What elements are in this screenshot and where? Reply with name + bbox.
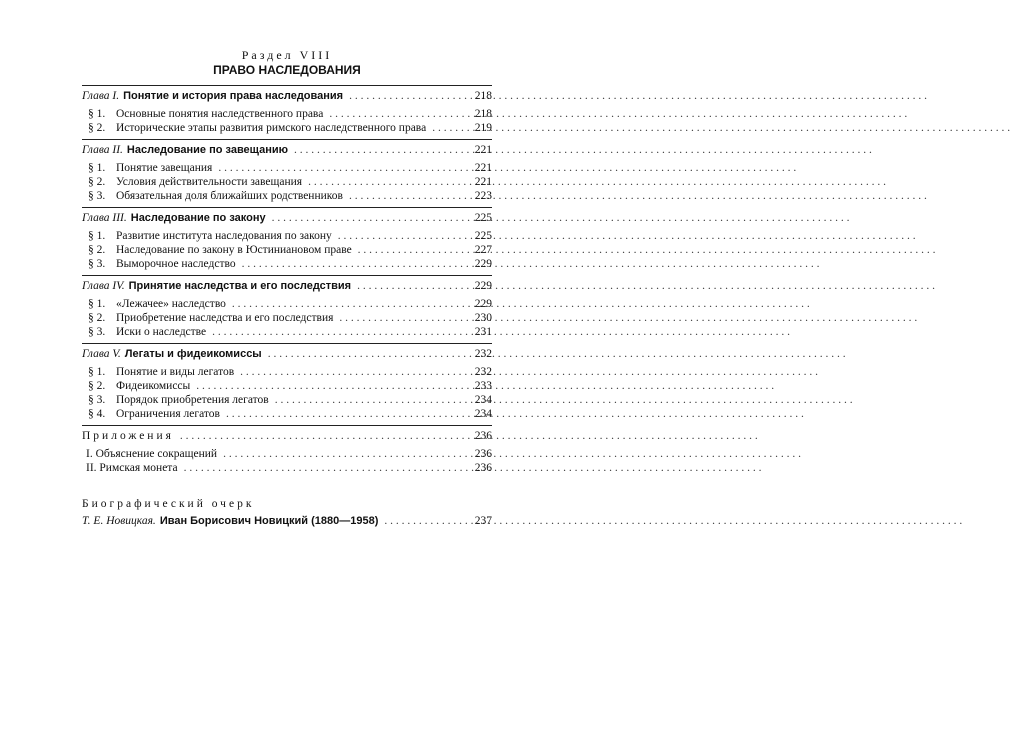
paragraph-title: Обязательная доля ближайших родственников [116,190,343,202]
paragraph-title: Наследование по закону в Юстиниановом праве [116,244,352,256]
chapter-title: Наследование по закону [130,212,266,224]
paragraph-title: Порядок приобретения легатов [116,394,269,406]
leader-dots [275,393,462,407]
paragraph-entry [82,229,492,243]
appendix-entry [82,447,492,461]
page-number: 223 [474,190,492,202]
page-number: 218 [474,90,492,102]
chapter-label: Глава I. [82,90,120,102]
leader-dots [349,189,462,203]
leader-dots [384,514,462,528]
leader-dots [242,257,462,271]
leader-dots [196,379,462,393]
paragraph-entry [82,257,492,271]
leader-dots [218,161,462,175]
paragraph-number: § 3. [88,258,106,270]
chapter-3 [82,208,492,275]
leader-dots [338,229,462,243]
biography [82,497,492,528]
page-number: 233 [474,380,492,392]
paragraph-entry [82,325,492,339]
page-number: 236 [474,430,492,442]
chapter-label: Глава III. [82,212,127,224]
page-number: 221 [474,162,492,174]
chapter-entry [82,279,492,293]
paragraph-number: § 3. [88,326,106,338]
paragraph-number: § 1. [88,108,106,120]
page-number: 229 [474,258,492,270]
leader-dots [349,89,462,103]
leader-dots [358,243,462,257]
chapter-title: Понятие и история права наследования [123,90,344,102]
table-of-contents [82,48,492,528]
appendix-entry [82,461,492,475]
chapter-2 [82,140,492,207]
paragraph-entry [82,393,492,407]
paragraph-title: Приобретение наследства и его последствия [116,312,334,324]
appendix-title: II. Римская монета [86,462,178,474]
leader-dots [212,325,462,339]
paragraph-entry [82,107,492,121]
leader-dots [184,461,462,475]
paragraph-entry [82,243,492,257]
section-label: Раздел VIII [241,48,333,62]
paragraph-title: Иски о наследстве [116,326,207,338]
leader-dots [223,447,462,461]
paragraph-entry [82,189,492,203]
appendices [82,426,492,479]
chapter-entry [82,89,492,103]
paragraph-number: § 2. [88,176,106,188]
leader-dots [240,365,462,379]
paragraph-title: Основные понятия наследственного права [116,108,324,120]
appendix-title: I. Объяснение сокращений [86,448,218,460]
chapter-title: Наследование по завещанию [126,144,289,156]
chapter-entry [82,143,492,157]
paragraph-number: § 4. [88,408,106,420]
leader-dots [232,297,462,311]
leader-dots [308,175,462,189]
page-number: 230 [474,312,492,324]
paragraph-entry [82,407,492,421]
chapter-4 [82,276,492,343]
paragraph-title: Ограничения легатов [116,408,220,420]
paragraph-number: § 3. [88,190,106,202]
chapter-title: Принятие наследства и его последствия [128,280,352,292]
chapter-title: Легаты и фидеикомиссы [124,348,262,360]
page-number: 237 [474,515,492,527]
section-title: ПРАВО НАСЛЕДОВАНИЯ [213,63,361,77]
paragraph-title: Исторические этапы развития римского наследственного права [116,122,427,134]
paragraph-number: § 1. [88,298,106,310]
page-number: 234 [474,394,492,406]
biography-title: Иван Борисович Новицкий (1880—1958) [159,515,379,527]
paragraph-entry [82,379,492,393]
leader-dots [226,407,462,421]
leader-dots [180,429,462,443]
leader-dots [294,143,462,157]
paragraph-title: Развитие института наследования по закону [116,230,332,242]
leader-dots [329,107,462,121]
biography-author: Т. Е. Новицкая. [82,515,156,527]
paragraph-number: § 2. [88,244,106,256]
leader-dots [339,311,462,325]
paragraph-number: § 3. [88,394,106,406]
page-number: 236 [474,448,492,460]
page-number: 227 [474,244,492,256]
paragraph-entry [82,121,492,135]
paragraph-title: Выморочное наследство [116,258,236,270]
page-number: 225 [474,212,492,224]
page-number: 218 [474,108,492,120]
page-number: 225 [474,230,492,242]
chapter-5 [82,344,492,425]
paragraph-entry [82,297,492,311]
page-number: 229 [474,280,492,292]
page-number: 236 [474,462,492,474]
chapter-entry [82,211,492,225]
leader-dots [432,121,462,135]
page-number: 232 [474,366,492,378]
chapter-1 [82,86,492,139]
chapter-label: Глава II. [82,144,123,156]
paragraph-number: § 2. [88,122,106,134]
paragraph-entry [82,311,492,325]
chapter-label: Глава IV. [82,280,125,292]
paragraph-title: Условия действительности завещания [116,176,303,188]
appendices-entry [82,429,492,443]
paragraph-entry [82,175,492,189]
page-number: 221 [474,176,492,188]
leader-dots [357,279,462,293]
paragraph-title: Фидеикомиссы [116,380,191,392]
paragraph-title: «Лежачее» наследство [116,298,226,310]
paragraph-number: § 1. [88,366,106,378]
appendices-heading: Приложения [82,430,174,442]
paragraph-entry [82,161,492,175]
paragraph-number: § 1. [88,230,106,242]
chapter-label: Глава V. [82,348,121,360]
paragraph-title: Понятие и виды легатов [116,366,235,378]
page-number: 234 [474,408,492,420]
paragraph-number: § 2. [88,312,106,324]
biography-heading: Биографический очерк [82,498,255,510]
chapter-entry [82,347,492,361]
paragraph-entry [82,365,492,379]
page-number: 229 [474,298,492,310]
leader-dots [272,211,462,225]
paragraph-number: § 1. [88,162,106,174]
paragraph-title: Понятие завещания [116,162,213,174]
page-number: 231 [474,326,492,338]
page-number: 219 [474,122,492,134]
page-number: 232 [474,348,492,360]
paragraph-number: § 2. [88,380,106,392]
biography-entry [82,514,492,528]
page-number: 221 [474,144,492,156]
leader-dots [268,347,462,361]
